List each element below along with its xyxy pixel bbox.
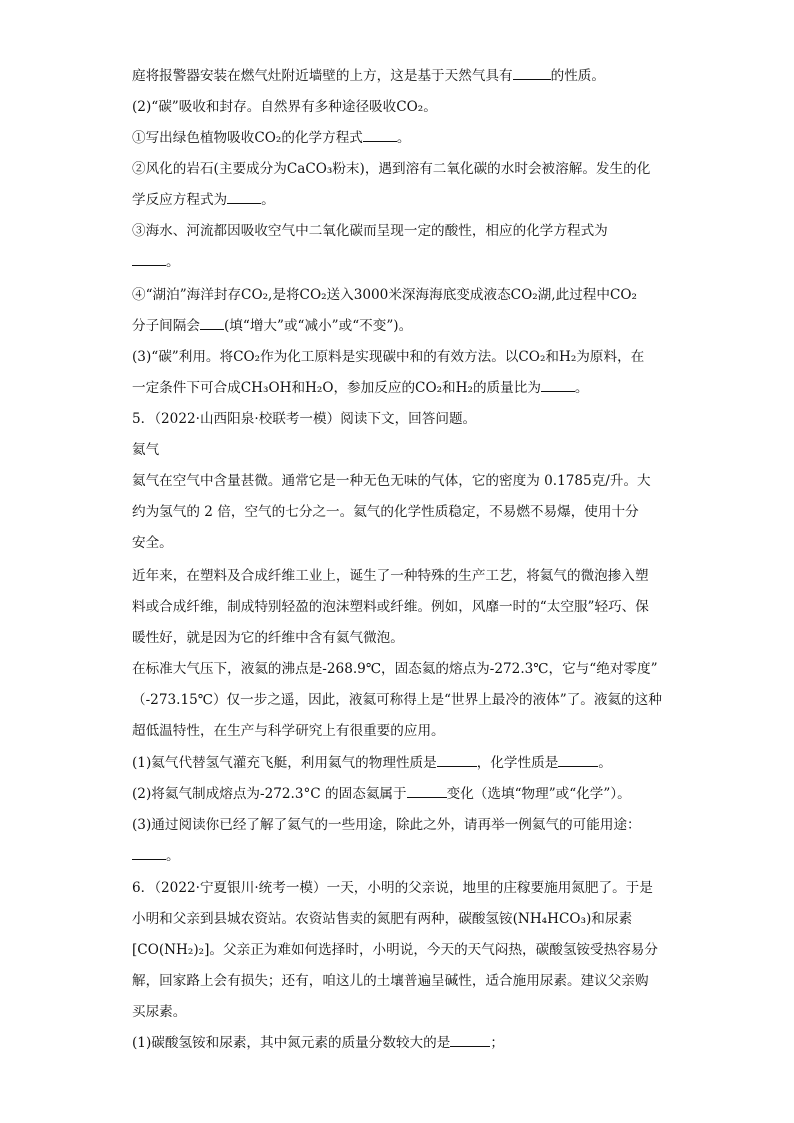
- answer-blank: [132, 253, 166, 266]
- text-line: 一定条件下可合成CH₃OH和H₂O，参加反应的CO₂和H₂的质量比为 。: [132, 380, 589, 396]
- text-line: 。: [132, 252, 672, 272]
- text-line: 买尿素。: [132, 1004, 187, 1020]
- text-line: 暖性好，就是因为它的纤维中含有氦气微泡。: [132, 630, 404, 646]
- text-line: ①写出绿色植物吸收CO₂的化学方程式 。: [132, 130, 411, 146]
- text-line: 安全。: [132, 535, 173, 551]
- answer-blank: [450, 1034, 490, 1047]
- text-line: 料或合成纤维，制成特别轻盈的泡沫塑料或纤维。例如，风靡一时的“太空服”轻巧、保: [132, 599, 649, 615]
- answer-blank: [558, 754, 598, 767]
- text-line: 解，回家路上会有损失；还有，咱这儿的土壤普遍呈碱性，适合施用尿素。建议父亲购: [132, 973, 649, 989]
- text-line: 分子间隔会 (填“增大”或“减小”或“不变”)。: [132, 318, 413, 334]
- text-line: ③海水、河流都因吸收空气中二氧化碳而呈现一定的酸性，相应的化学方程式为: [132, 223, 608, 239]
- answer-blank: [437, 754, 477, 767]
- text-line: 学反应方程式为 。: [132, 192, 275, 208]
- text-line: 超低温特性，在生产与科学研究上有很重要的应用。: [132, 723, 445, 739]
- text-line: （-273.15℃）仅一步之遥，因此，液氦可称得上是“世界上最冷的液体”了。液氦的这种: [132, 692, 662, 708]
- text-line: (3)通过阅读你已经了解了氦气的一些用途，除此之外，请再举一例氦气的可能用途：: [132, 817, 641, 833]
- answer-blank: [407, 785, 447, 798]
- text-line: 。: [132, 846, 672, 866]
- answer-blank: [132, 847, 166, 860]
- text-line: (3)“碳”利用。将CO₂作为化工原料是实现碳中和的有效方法。以CO₂和H₂为原料，在: [132, 349, 645, 365]
- text-line: 近年来，在塑料及合成纤维工业上，诞生了一种特殊的生产工艺，将氦气的微泡掺入塑: [132, 568, 649, 584]
- text-line: [CO(NH₂)₂]。父亲正为难如何选择时，小明说，今天的天气闷热，碳酸氢铵受热容易分: [132, 942, 658, 958]
- text-line: (2)“碳”吸收和封存。自然界有多种途径吸收CO₂。: [132, 99, 437, 115]
- text-line: 约为氢气的 2 倍，空气的七分之一。氦气的化学性质稳定，不易燃不易爆，使用十分: [132, 504, 639, 520]
- text-line: 小明和父亲到县城农资站。农资站售卖的氮肥有两种，碳酸氢铵(NH₄HCO₃)和尿素: [132, 911, 633, 927]
- answer-blank: [541, 379, 575, 392]
- question-heading: 6．（2022·宁夏银川·统考一模）一天，小明的父亲说，地里的庄稼要施用氮肥了。于是: [132, 880, 653, 896]
- answer-blank: [227, 191, 261, 204]
- text-line: (1)碳酸氢铵和尿素，其中氮元素的质量分数较大的是 ；: [132, 1035, 504, 1051]
- question-heading: 5．（2022·山西阳泉·校联考一模）阅读下文，回答问题。: [132, 411, 477, 427]
- answer-blank: [200, 317, 224, 330]
- text-line: (1)氦气代替氢气灌充飞艇，利用氦气的物理性质是 ，化学性质是 。: [132, 755, 612, 771]
- text-line: ④“湖泊”海洋封存CO₂,是将CO₂送入3000米深海海底变成液态CO₂湖,此过程中CO₂: [132, 287, 637, 303]
- answer-blank: [513, 67, 551, 80]
- answer-blank: [363, 129, 397, 142]
- text-line: 庭将报警器安装在燃气灶附近墙壁的上方，这是基于天然气具有 的性质。: [132, 68, 605, 84]
- article-title: 氦气: [132, 442, 160, 458]
- text-line: ②风化的岩石(主要成分为CaCO₃粉末)，遇到溶有二氧化碳的水时会被溶解。发生的化: [132, 161, 651, 177]
- text-line: 氦气在空气中含量甚微。通常它是一种无色无味的气体，它的密度为 0.1785克/升。大: [132, 473, 651, 489]
- text-line: (2)将氦气制成熔点为-272.3°C 的固态氦属于 变化（选填“物理”或“化学”）。: [132, 786, 631, 802]
- text-line: 在标准大气压下，液氦的沸点是-268.9℃，固态氦的熔点为-272.3℃，它与“绝对零度”: [132, 661, 658, 677]
